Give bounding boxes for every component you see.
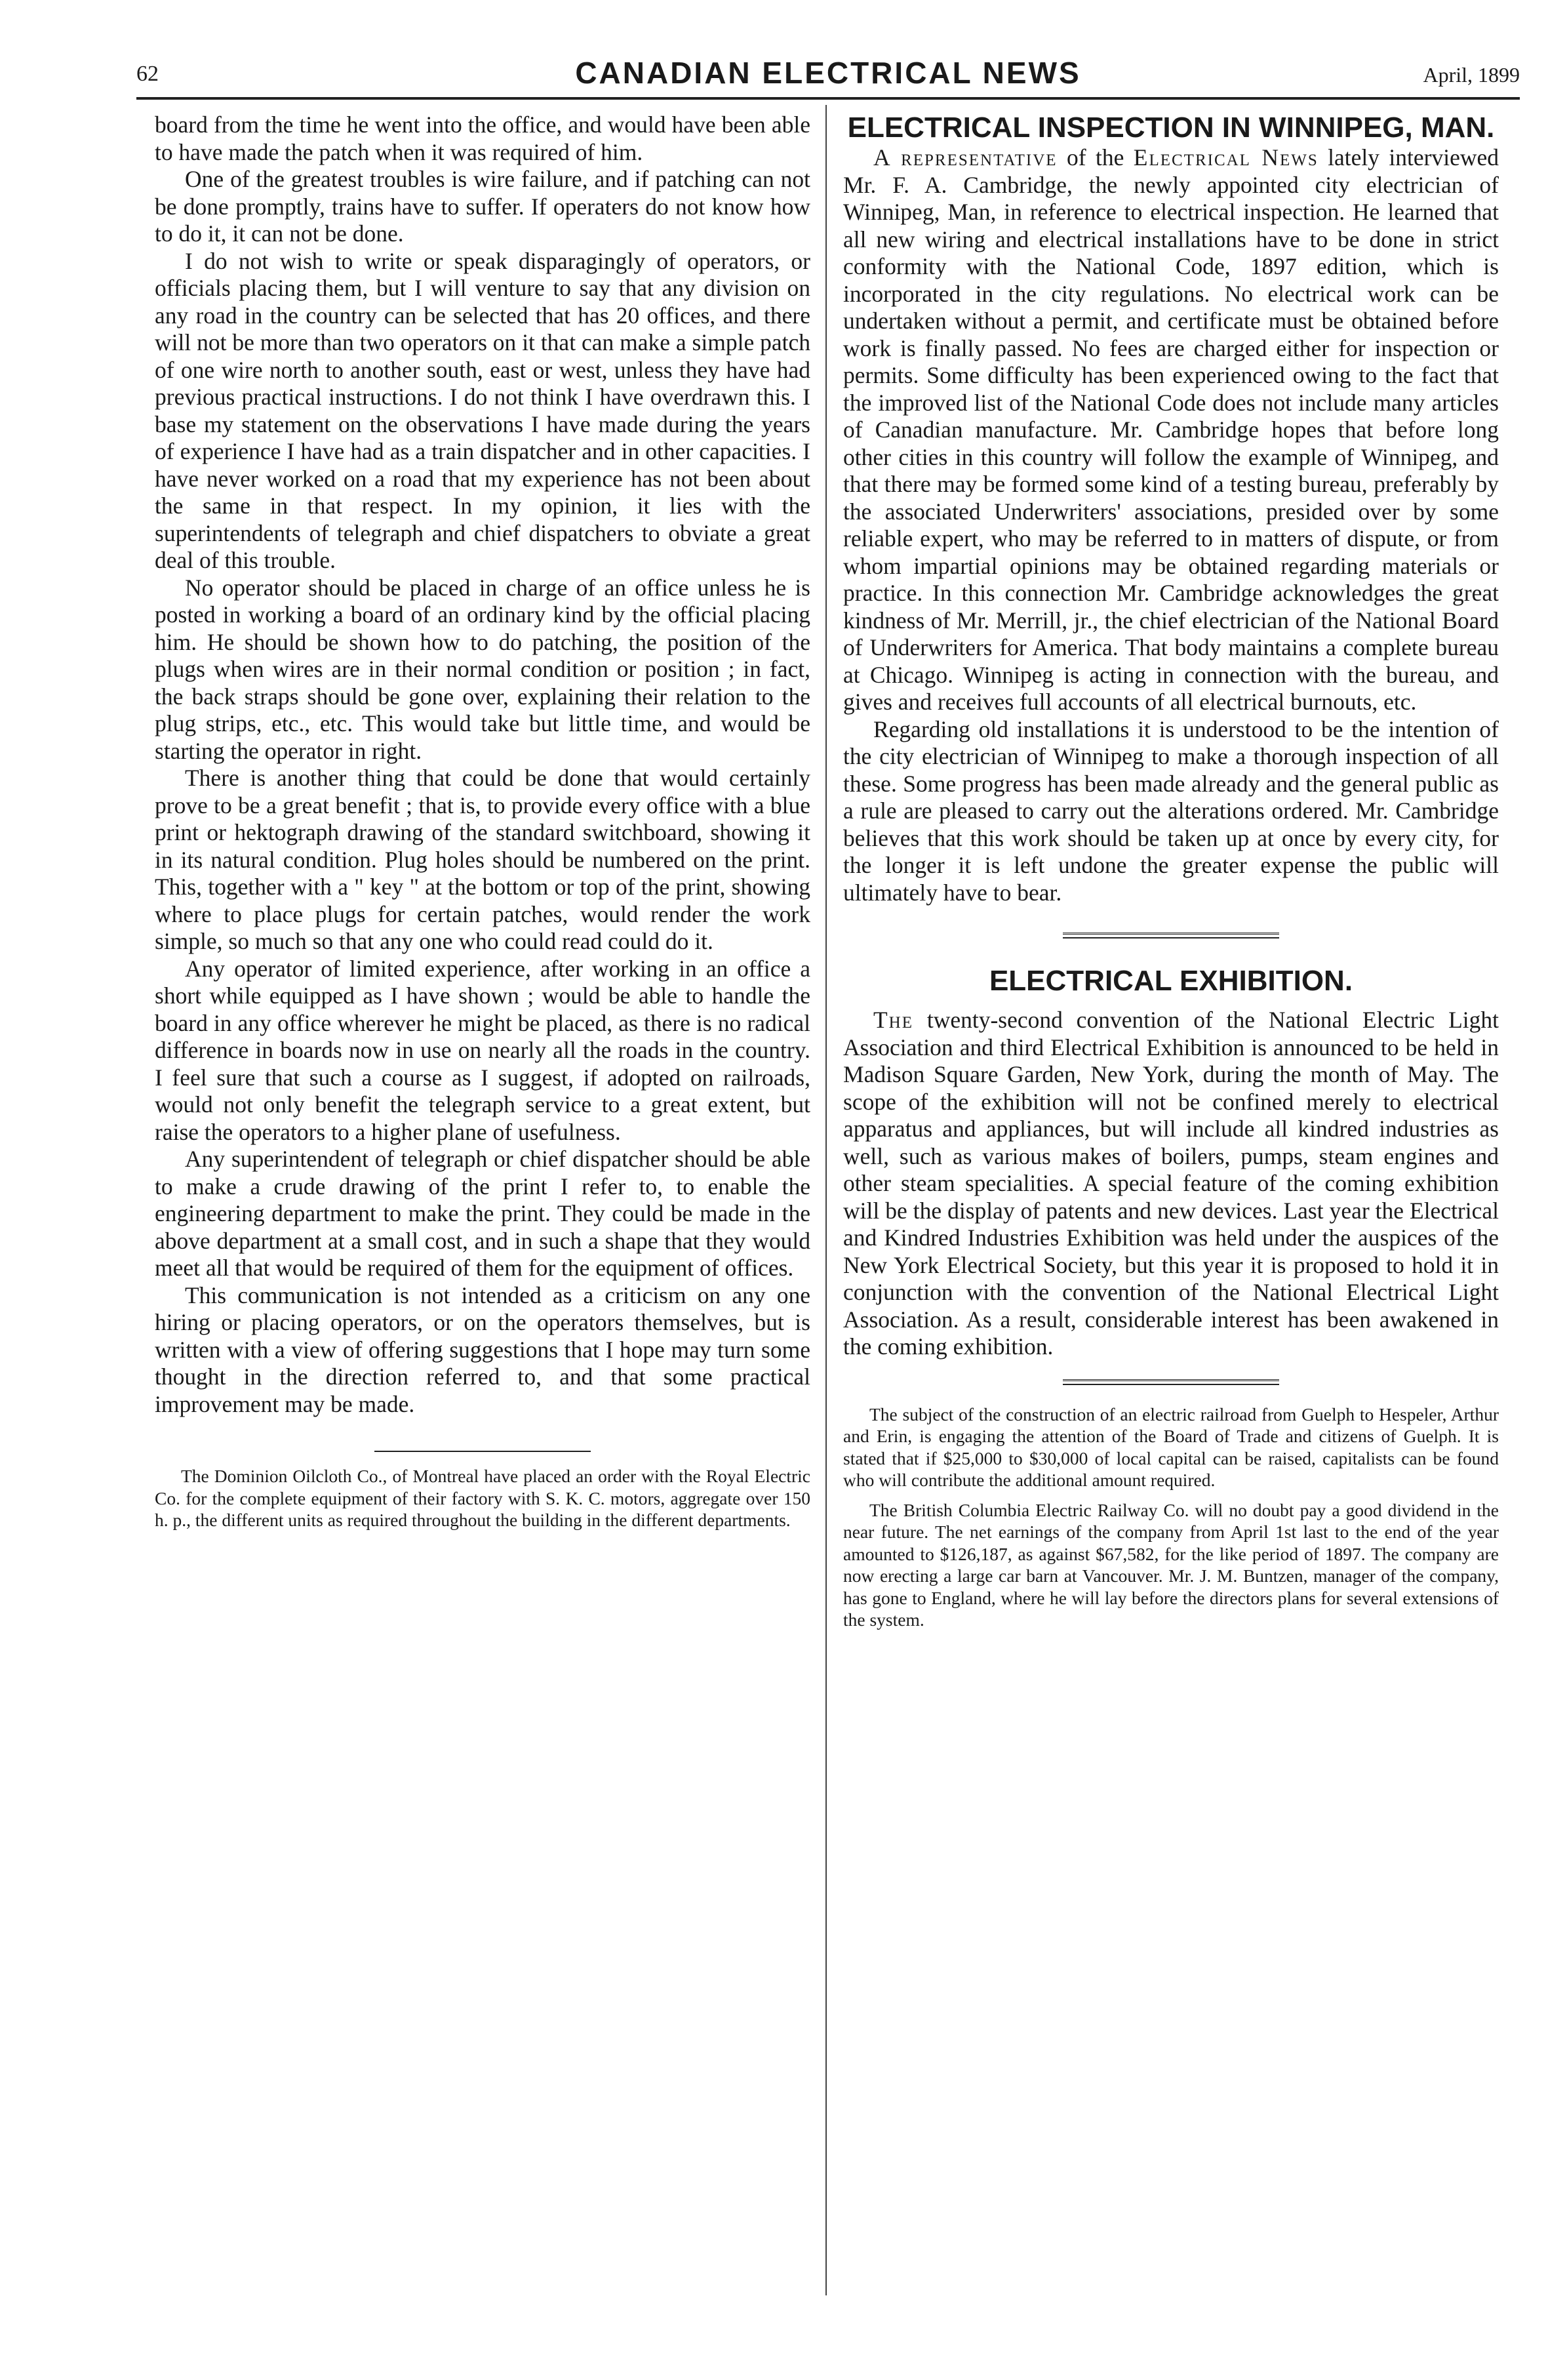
news-item: The British Columbia Electric Railway Co. will no doubt pay a good dividend in the near future. The net earnings of the company from April 1st last to the end of the year amounted to $126,187, as against $67,582, for the like period of 1897. The company are now erecting a large car barn at Vancouver. Mr. J. M. Buntzen, manager of the company, has gone to England, where he will lay before the directors plans for several extensions of the system. xyxy=(843,1499,1499,1630)
section-divider xyxy=(1063,1379,1279,1385)
section-divider xyxy=(374,1451,591,1452)
paragraph-text: lately interviewed Mr. F. A. Cambridge, the newly appointed city electrician of Winnipeg, Man, in reference to electrical inspection. He learned that all new wiring and electrical installations have to be done in strict conformity with the National Code, 1897 edition, which is incorporated in the city regulations. No electrical work can be undertaken without a permit, and certificate must be obtained before work is finally passed. No fees are charged either for inspection or permits. Some difficulty has been experienced owing to the fact that the improved list of the National Code does not include many articles of Canadian manufacture. Mr. Cambridge hopes that before long other cities in this country will follow the example of Winnipeg, and that there may be formed some kind of a testing bureau, preferably by the associated Underwriters' associations, presided over by some reliable expert, who may be referred to in matters of dispute, or from whom impartial opinions may be obtained regarding materials or practice. In this connection Mr. Cambridge acknowledges the great kindness of Mr. Merrill, jr., the chief electrician of the National Board of Underwriters for America. That body maintains a complete bureau at Chicago. Winnipeg is acting in connection with the bureau, and gives and receives full accounts of all electrical burnouts, etc. xyxy=(843,144,1499,715)
article-paragraph: A representative of the Electrical News lately interviewed Mr. F. A. Cambridge, the newly appointed city electrician of Winnipeg, Man, in reference to electrical inspection. He learned that all new wiring and electrical installations have to be done in strict conformity with the National Code, 1897 edition, which is incorporated in the city regulations. No electrical work can be undertaken without a permit, and certificate must be obtained before work is finally passed. No fees are charged either for inspection or permits. Some difficulty has been experienced owing to the fact that the improved list of the National Code does not include many articles of Canadian manufacture. Mr. Cambridge hopes that before long other cities in this country will follow the example of Winnipeg, and that there may be formed some kind of a testing bureau, preferably by the associated Underwriters' associations, presided over by some reliable expert, who may be referred to in matters of dispute, or from whom impartial opinions may be obtained regarding materials or practice. In this connection Mr. Cambridge acknowledges the great kindness of Mr. Merrill, jr., the chief electrician of the National Board of Underwriters for America. That body maintains a complete bureau at Chicago. Winnipeg is acting in connection with the bureau, and gives and receives full accounts of all electrical burnouts, etc. xyxy=(843,144,1499,715)
news-item: The Dominion Oilcloth Co., of Montreal have placed an order with the Royal Electric Co. for the complete equipment of their factory with S. K. C. motors, aggregate over 150 h. p., the different units as required throughout the building in the different departments. xyxy=(155,1466,810,1530)
article-paragraph: Regarding old installations it is understood to be the intention of the city electrician of Winnipeg to make a thorough inspection of all these. Some progress has been made already and the general public as a rule are pleased to carry out the alterations ordered. Mr. Cambridge believes that this work should be taken up at once by every city, for the longer it is left undone the greater expense the public will ultimately have to bear. xyxy=(843,716,1499,906)
issue-date: April, 1899 xyxy=(1423,63,1520,87)
article-paragraph: Any superintendent of telegraph or chief dispatcher should be able to make a crude drawing of the print I refer to, to enable the engineering department to make the print. They could be made in the above department at a small cost, and in such a shape that they would meet all that would be required of them for the equipment of offices. xyxy=(155,1146,810,1281)
header-rule xyxy=(136,97,1520,100)
lead-in: A representative xyxy=(873,144,1058,171)
news-item: The subject of the construction of an electric railroad from Guelph to Hespeler, Arthur and Erin, is engaging the attention of the Board of Trade and citizens of Guelph. It is stated that if $25,000 to $30,000 of local capital can be raised, capitalists can be found who will contribute the additional amount required. xyxy=(843,1403,1499,1490)
lead-in: The xyxy=(873,1007,914,1033)
section-divider xyxy=(1063,933,1279,938)
article-paragraph: No operator should be placed in charge of an office unless he is posted in working a board of an ordinary kind by the official placing him. He should be shown how to do patching, the position of the plugs when wires are in their normal condition or position ; in fact, the back straps should be gone over, explaining their relation to the plug strips, etc., etc. This would take but little time, and would be starting the operator in right. xyxy=(155,574,810,764)
article-paragraph: One of the greatest troubles is wire failure, and if patching can not be done promptly, trains have to suffer. If operaters do not know how to do it, it can not be done. xyxy=(155,166,810,247)
left-column xyxy=(155,111,810,1531)
article-paragraph: I do not wish to write or speak disparagingly of operators, or officials placing them, but I will venture to say that any division on any road in the country can be selected that has 20 offices, and there will not be more than two operators on it that can make a simple patch of one wire north to another south, east or west, unless they have had previous practical instructions. I do not think I have overdrawn this. I base my statement on the observations I have made during the years of experience I have had as a train dispatcher and in other capacities. I have never worked on a road that my experience has not been about the same in that respect. In my opinion, it lies with the superintendents of telegraph and chief dispatchers to obviate a great deal of this trouble. xyxy=(155,247,810,573)
page-number: 62 xyxy=(136,62,159,86)
masthead: CANADIAN ELECTRICAL NEWS xyxy=(575,56,1081,90)
right-column xyxy=(843,111,1499,1631)
article-paragraph: Any operator of limited experience, after working in an office a short while equipped as I have shown ; would be able to handle the board in any office wherever he might be placed, as there is no radical difference in boards now in use on nearly all the roads in the country. I feel sure that such a course as I suggest, if adopted on railroads, would not only benefit the telegraph service to a great extent, but raise the operators to a higher plane of usefulness. xyxy=(155,955,810,1145)
page-header xyxy=(136,55,1520,94)
article-paragraph: This communication is not intended as a criticism on any one hiring or placing operators, or on the operators themselves, but is written with a view of offering suggestions that I hope may turn some thought in the direction referred to, and that some practical improvement may be made. xyxy=(155,1281,810,1417)
article-title: ELECTRICAL EXHIBITION. xyxy=(989,965,1353,997)
paragraph-text: twenty-second convention of the National Electric Light Association and third Electrical Exhibition is announced to be held in Madison Square Garden, New York, during the month of May. The scope of the exhibition will not be confined merely to electrical apparatus and appliances, but will include all kindred industries as well, such as various makes of boilers, pumps, steam engines and other steam specialities. A special feature of the coming exhibition will be the display of patents and new devices. Last year the Electrical and Kindred Industries Exhibition was held under the auspices of the New York Electrical Society, but this year it is proposed to hold it in conjunction with the convention of the National Electrical Light Association. As a result, considerable interest has been awakened in the coming exhibition. xyxy=(843,1007,1499,1360)
column-divider xyxy=(825,105,827,2295)
publication-name: Electrical News xyxy=(1133,144,1319,171)
article-paragraph: There is another thing that could be done that would certainly prove to be a great benefit ; that is, to provide every office with a blue print or hektograph drawing of the standard switchboard, showing it in its natural condition. Plug holes should be numbered on the print. This, together with a " key " at the bottom or top of the print, showing where to place plugs for certain patches, would render the work simple, so much so that any one who could read could do it. xyxy=(155,765,810,954)
article-paragraph: board from the time he went into the office, and would have been able to have made the patch when it was required of him. xyxy=(155,111,810,165)
article-paragraph xyxy=(843,1007,1499,1361)
article-title: ELECTRICAL INSPECTION IN WINNIPEG, MAN. xyxy=(847,111,1495,144)
